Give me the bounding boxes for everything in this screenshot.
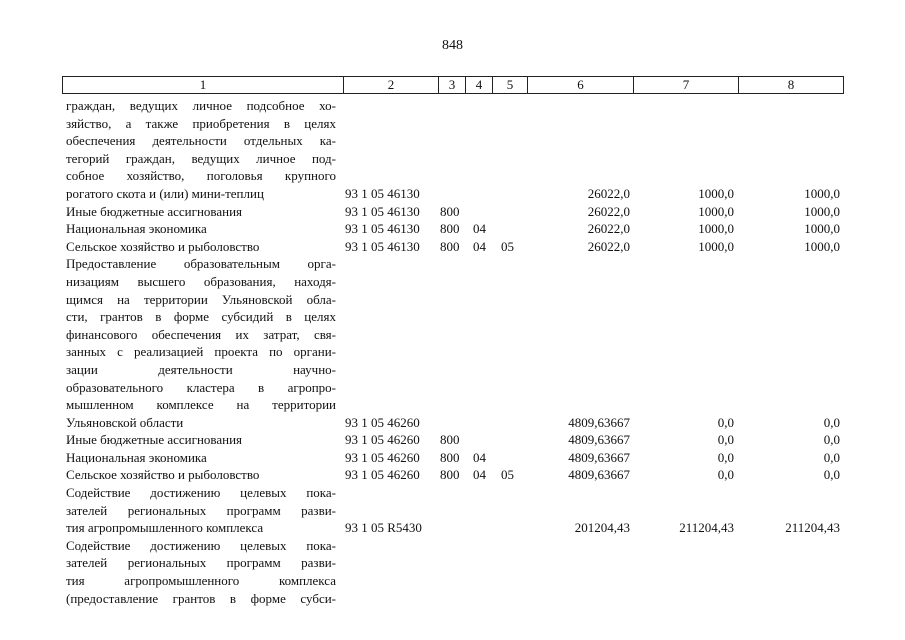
row-code: 93 1 05 46260 [345,432,420,448]
row-description: зации деятельности научно- [66,361,336,377]
row-value-7: 1000,0 [698,238,734,254]
row-value-7: 0,0 [717,414,734,430]
row-value-8: 211204,43 [785,520,840,536]
column-header-6: 6 [527,76,634,94]
row-col3: 800 [440,467,460,483]
row-description: финансового обеспечения их затрат, свя- [66,326,336,342]
row-description: занных с реализацией проекта по органи- [66,344,336,360]
row-value-7: 211204,43 [679,520,734,536]
row-description: тия агропромышленного комплекса [66,520,264,536]
column-header-7: 7 [633,76,739,94]
table-row [62,97,852,115]
page-number: 848 [442,38,463,53]
row-value-6: 201204,43 [574,520,630,536]
row-col4: 04 [473,467,486,483]
row-value-6: 26022,0 [587,185,630,201]
row-col4: 04 [473,238,486,254]
row-description: сти, грантов в форме субсидий в целях [66,309,336,325]
row-description: тегорий граждан, ведущих личное под- [66,150,336,166]
row-col3: 800 [440,238,460,254]
row-value-8: 0,0 [823,449,840,465]
table-row [62,414,852,432]
row-code: 93 1 05 46130 [345,185,420,201]
table-row [62,572,852,590]
row-code: 93 1 05 46130 [345,238,420,254]
row-code: 93 1 05 R5430 [345,520,422,536]
table-row [62,449,852,467]
row-col3: 800 [440,203,460,219]
table-row [62,537,852,555]
row-value-8: 0,0 [823,432,840,448]
row-description: щимся на территории Ульяновской обла- [66,291,336,307]
table-row [62,431,852,449]
column-header-5: 5 [492,76,528,94]
column-header-3: 3 [438,76,466,94]
row-description: рогатого скота и (или) мини-теплиц [66,185,264,201]
row-code: 93 1 05 46260 [345,467,420,483]
row-description: Сельское хозяйство и рыболовство [66,467,260,483]
table-row [62,379,852,397]
table-row [62,291,852,309]
row-value-6: 26022,0 [587,221,630,237]
row-description: собное хозяйство, поголовья крупного [66,168,336,184]
table-row [62,220,852,238]
table-row [62,308,852,326]
row-col3: 800 [440,432,460,448]
table-row [62,132,852,150]
row-value-8: 1000,0 [804,238,840,254]
row-value-8: 1000,0 [804,221,840,237]
row-code: 93 1 05 46130 [345,203,420,219]
row-description: (предоставление грантов в форме субси- [66,590,336,606]
row-value-7: 0,0 [717,467,734,483]
row-code: 93 1 05 46130 [345,221,420,237]
row-col5: 05 [501,238,514,254]
row-value-8: 0,0 [823,467,840,483]
column-header-1: 1 [62,76,344,94]
row-value-8: 1000,0 [804,203,840,219]
row-description: низациям высшего образования, находя- [66,273,336,289]
table-row [62,554,852,572]
row-value-7: 0,0 [717,432,734,448]
row-description: тия агропромышленного комплекса [66,573,336,589]
table-row [62,273,852,291]
row-value-7: 0,0 [717,449,734,465]
row-description: обеспечения деятельности отдельных ка- [66,133,336,149]
table-row [62,590,852,608]
row-description: Национальная экономика [66,449,207,465]
row-description: Предоставление образовательным орга- [66,256,336,272]
table-row [62,150,852,168]
row-value-6: 4809,63667 [568,449,630,465]
row-code: 93 1 05 46260 [345,414,420,430]
column-header-2: 2 [343,76,439,94]
row-value-8: 1000,0 [804,185,840,201]
row-description: зателей региональных программ разви- [66,555,336,571]
column-header-4: 4 [465,76,493,94]
row-value-6: 4809,63667 [568,467,630,483]
row-description: Иные бюджетные ассигнования [66,432,243,448]
row-description: образовательного кластера в агропро- [66,379,336,395]
row-description: граждан, ведущих личное подсобное хо- [66,98,336,113]
table-row [62,326,852,344]
table-row [62,502,852,520]
row-col4: 04 [473,449,486,465]
row-value-6: 4809,63667 [568,432,630,448]
table-row [62,203,852,221]
table-body [62,97,852,607]
row-code: 93 1 05 46260 [345,449,420,465]
table-row [62,396,852,414]
row-description: зателей региональных программ разви- [66,502,336,518]
row-description: Иные бюджетные ассигнования [66,203,243,219]
table-row [62,484,852,502]
table-row [62,466,852,484]
table-row [62,185,852,203]
table-row [62,519,852,537]
row-description: Содействие достижению целевых пока- [66,485,336,501]
row-value-6: 26022,0 [587,203,630,219]
row-description: Сельское хозяйство и рыболовство [66,238,260,254]
row-description: Содействие достижению целевых пока- [66,537,336,553]
row-value-8: 0,0 [823,414,840,430]
row-description: Национальная экономика [66,221,207,237]
row-col3: 800 [440,221,460,237]
column-header-8: 8 [738,76,844,94]
row-value-6: 26022,0 [587,238,630,254]
row-description: мышленном комплексе на территории [66,397,336,413]
row-value-7: 1000,0 [698,203,734,219]
row-description: Ульяновской области [66,414,184,430]
table-row [62,255,852,273]
table-row [62,361,852,379]
row-value-7: 1000,0 [698,221,734,237]
table-row [62,238,852,256]
row-col3: 800 [440,449,460,465]
table-row [62,167,852,185]
row-description: зяйство, а также приобретения в целях [66,115,336,131]
row-value-7: 1000,0 [698,185,734,201]
row-value-6: 4809,63667 [568,414,630,430]
table-row [62,343,852,361]
row-col5: 05 [501,467,514,483]
row-col4: 04 [473,221,486,237]
table-row [62,115,852,133]
